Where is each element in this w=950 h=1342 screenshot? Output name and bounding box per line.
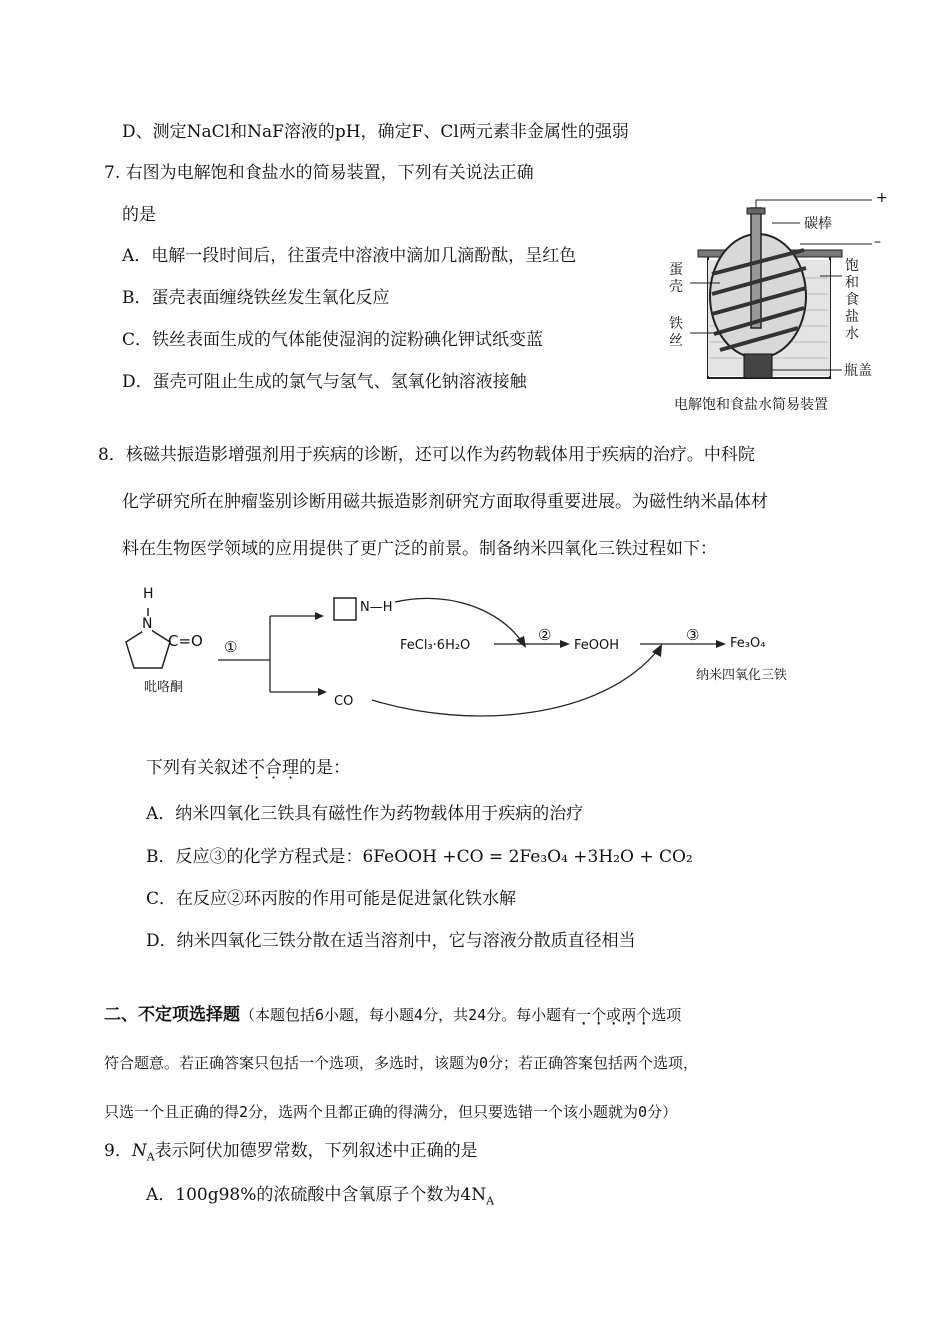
q7-option-b: B．蛋壳表面缠绕铁丝发生氧化反应 [122,288,390,308]
positive-terminal-label: + [876,190,888,206]
q9-stem [104,1140,478,1162]
saturated-brine-label: 饱和食盐水 [845,258,859,342]
emphasis-char-1: 不 [248,758,265,778]
co-label: CO [334,694,354,709]
q7-stem-line2: 的是 [122,205,156,225]
q9-option-a-subscript: A [486,1194,495,1208]
emphasis-char-2: 合 [265,758,282,778]
q7-option-d: D．蛋壳可阻止生成的氯气与氢气、氢氧化钠溶液接触 [122,372,527,392]
fecl3-label: FeCl₃·6H₂O [400,638,471,653]
figure-caption: 电解饱和食盐水简易装置 [674,397,828,413]
negative-terminal-label: – [874,234,881,250]
q8-stem-line2: 化学研究所在肿瘤鉴别诊断用磁共振造影剂研究方面取得重要进展。为磁性纳米晶体材 [122,492,768,512]
azetidine-nh-label: N—H [360,600,393,615]
q8-option-b: B．反应③的化学方程式是：6FeOOH +CO = 2Fe₃O₄ +3H₂O + CO₂ [146,847,693,867]
section2-title: 二、不定项选择题 [104,1005,240,1025]
reaction-scheme-drawing [110,580,830,730]
q9-na-symbol: N [131,1141,147,1161]
q7-option-a: A．电解一段时间后，往蛋壳中溶液中滴加几滴酚酞，呈红色 [122,246,577,266]
q8-question-pre: 下列有关叙述 [146,758,248,778]
q8-option-c: C．在反应②环丙胺的作用可能是促进氯化铁水解 [146,889,517,909]
pyrrolidone-label: 吡咯酮 [144,680,184,695]
q9-stem-rest: 表示阿伏加德罗常数，下列叙述中正确的是 [154,1141,478,1161]
carbonyl-label: C=O [168,632,203,650]
emphasis-char-3: 理 [282,758,299,778]
q8-option-d: D．纳米四氧化三铁分散在适当溶剂中，它与溶液分散质直径相当 [146,931,636,951]
step-1-label: ① [224,638,238,656]
bottle-cap-label: 瓶盖 [844,363,872,379]
q8-question-post: 的是： [299,758,350,778]
electrolysis-figure [660,188,890,420]
q9-option-a [146,1184,494,1206]
q8-question-emphasis [248,758,299,778]
nitrogen-atom-label: N [142,616,153,632]
eggshell-label: 蛋壳 [669,262,683,295]
q8-stem-line1: 8．核磁共振造影增强剂用于疾病的诊断，还可以作为药物载体用于疾病的治疗。中科院 [98,445,755,465]
feooh-label: FeOOH [574,638,620,653]
hydrogen-atom-label: H [143,586,154,602]
q9-number: 9． [104,1141,132,1161]
section2-line1 [104,1004,681,1026]
q7-option-c: C．铁丝表面生成的气体能使湿润的淀粉碘化钾试纸变蓝 [122,330,544,350]
section2-intro-emphasis: 一个或两个 [576,1006,652,1024]
q6-option-d: D、测定NaCl和NaF溶液的pH，确定F、Cl两元素非金属性的强弱 [122,122,629,142]
reaction-scheme [110,580,830,730]
fe3o4-label: Fe₃O₄ [730,636,766,651]
q8-question [146,757,350,779]
nano-fe3o4-name-label: 纳米四氧化三铁 [696,668,788,683]
section2-intro-post: 选项 [651,1006,682,1024]
section2-line3: 只选一个且正确的得2分，选两个且都正确的得满分，但只要选错一个该小题就为0分） [104,1103,678,1121]
q8-option-a: A．纳米四氧化三铁具有磁性作为药物载体用于疾病的治疗 [146,804,584,824]
q7-stem-line1: 7. 右图为电解饱和食盐水的简易装置，下列有关说法正确 [104,163,534,183]
q8-stem-line3: 料在生物医学领域的应用提供了更广泛的前景。制备纳米四氧化三铁过程如下： [122,539,717,559]
iron-wire-label: 铁丝 [669,316,683,349]
q9-na-subscript: A [146,1150,155,1164]
step-3-label: ③ [686,626,700,644]
section2-intro-pre: （本题包括6小题，每小题4分，共24分。每小题有 [240,1006,577,1024]
q9-option-a-text: A．100g98%的浓硫酸中含氧原子个数为4N [146,1185,487,1205]
step-2-label: ② [538,626,552,644]
section2-line2: 符合题意。若正确答案只包括一个选项，多选时，该题为0分；若正确答案包括两个选项， [104,1054,699,1072]
carbon-rod-label: 碳棒 [804,216,832,232]
